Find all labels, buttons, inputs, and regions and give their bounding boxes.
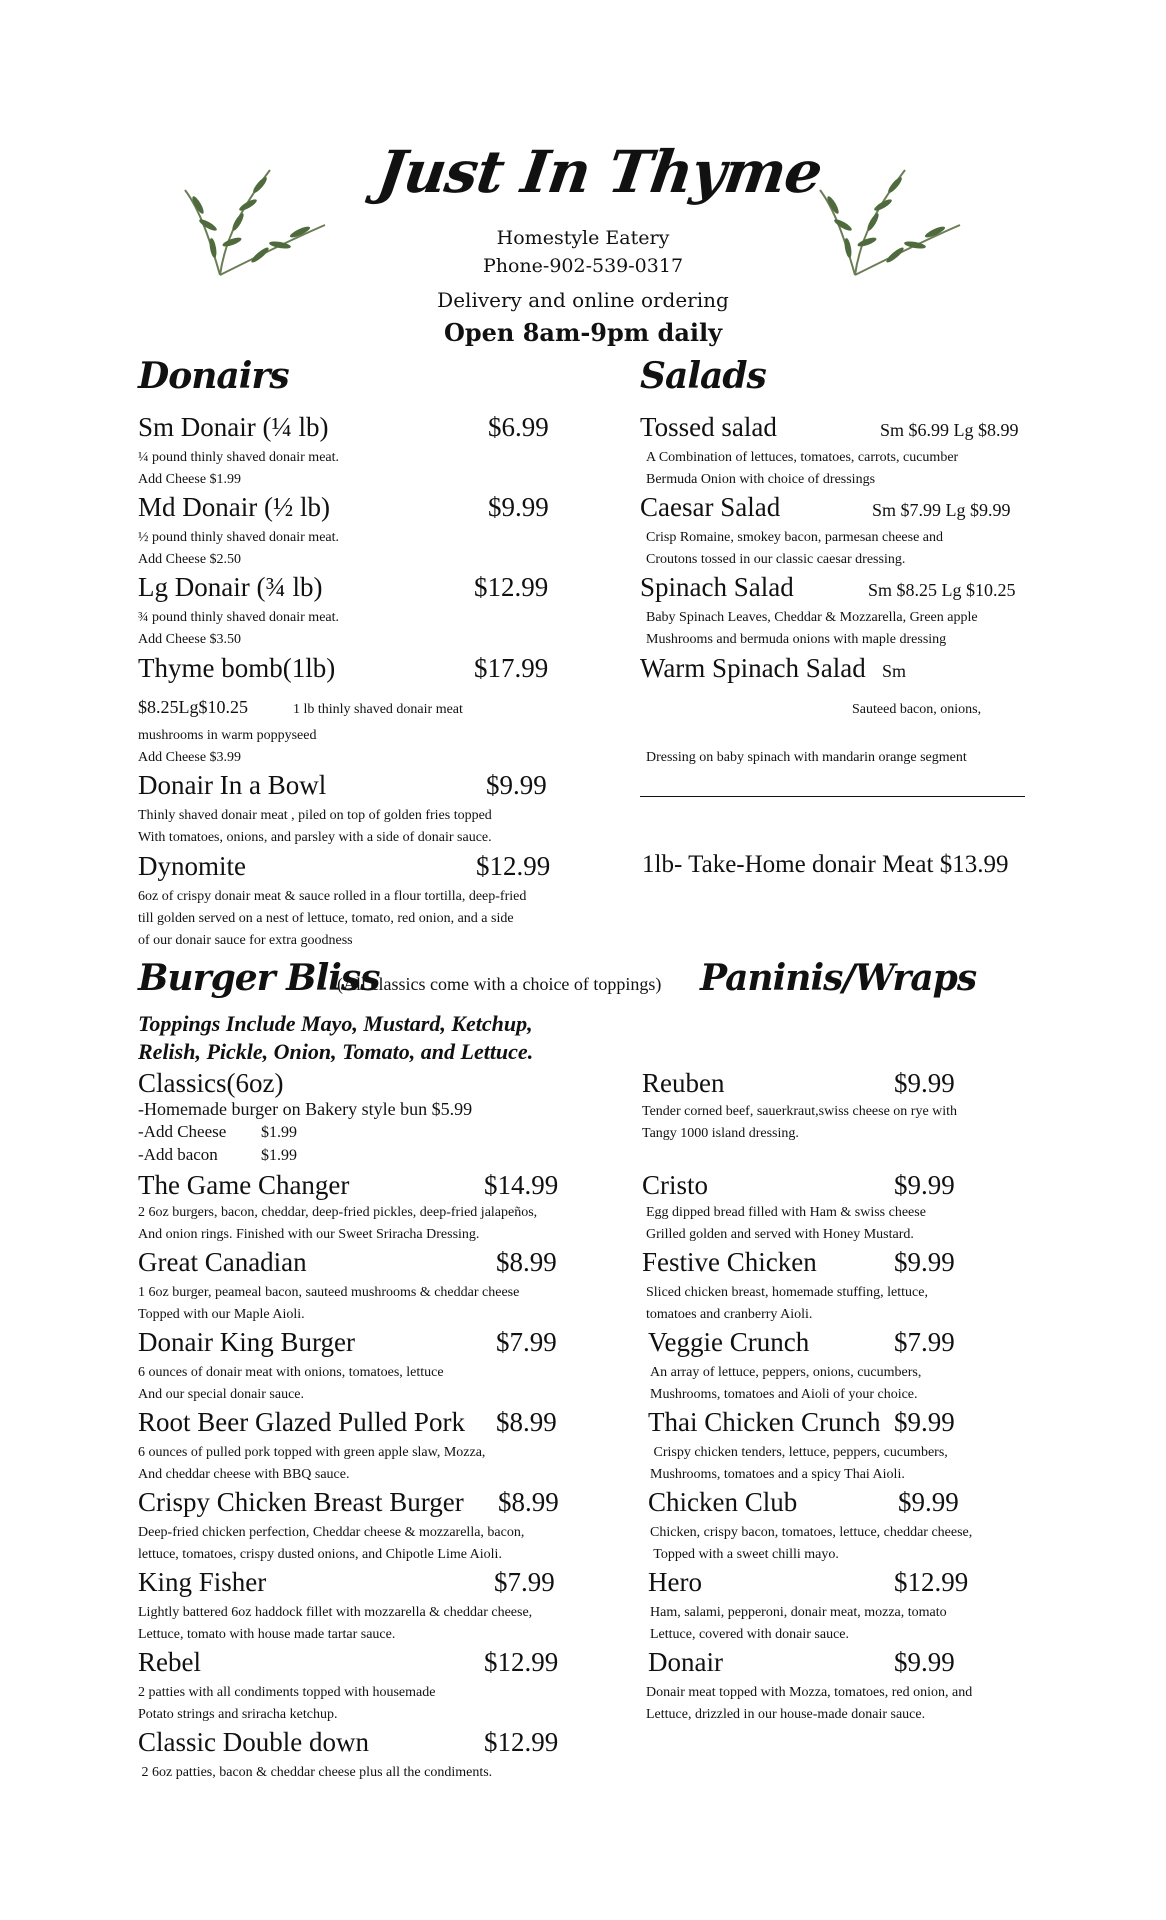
menu-item-name: Donair King Burger bbox=[138, 1327, 355, 1357]
menu-item-name: Classic Double down bbox=[138, 1727, 369, 1757]
menu-item-price: $7.99 bbox=[494, 1567, 555, 1597]
menu-item-desc: till golden served on a nest of lettuce, tomato, red onion, and a side bbox=[138, 911, 514, 926]
menu-item-name: Reuben bbox=[642, 1068, 725, 1098]
menu-item-price: $7.99 bbox=[894, 1327, 955, 1357]
menu-item-desc: Crispy chicken tenders, lettuce, peppers, cucumbers, bbox=[650, 1445, 948, 1460]
menu-item-desc: And our special donair sauce. bbox=[138, 1387, 304, 1402]
menu-item-desc: Sauteed bacon, onions, bbox=[852, 702, 982, 717]
menu-item-desc: Mushrooms, tomatoes and Aioli of your choice. bbox=[650, 1387, 918, 1402]
menu-item-price: $12.99 bbox=[476, 851, 551, 881]
menu-item-desc: Egg dipped bread filled with Ham & swiss cheese bbox=[646, 1205, 926, 1220]
menu-item-name: The Game Changer bbox=[138, 1170, 350, 1200]
take-home-item: 1lb- Take-Home donair Meat $13.99 bbox=[642, 851, 1009, 878]
menu-item-desc: Lettuce, covered with donair sauce. bbox=[650, 1627, 850, 1642]
menu-item-desc: of our donair sauce for extra goodness bbox=[138, 933, 353, 948]
addon-label: -Add Cheese bbox=[138, 1122, 227, 1141]
classics-desc: -Homemade burger on Bakery style bun $5.99 bbox=[138, 1099, 473, 1119]
menu-item-desc: 1 lb thinly shaved donair meat bbox=[293, 702, 463, 717]
menu-item-desc: Bermuda Onion with choice of dressings bbox=[646, 472, 876, 487]
menu-item-price: Sm $8.25 Lg $10.25 bbox=[868, 580, 1016, 600]
menu-item-desc: Lightly battered 6oz haddock fillet with mozzarella & cheddar cheese, bbox=[138, 1605, 533, 1620]
section-title-paninis: Paninis/Wraps bbox=[700, 957, 977, 999]
burger-note: (All classics come with a choice of toppings) bbox=[337, 974, 662, 994]
toppings-note: Toppings Include Mayo, Mustard, Ketchup, bbox=[138, 1011, 533, 1036]
menu-item-price: $9.99 bbox=[898, 1487, 959, 1517]
menu-item-name: Tossed salad bbox=[640, 412, 777, 442]
menu-item-desc: Dressing on baby spinach with mandarin orange segment bbox=[646, 750, 967, 765]
addon-price: $1.99 bbox=[261, 1124, 297, 1141]
menu-item-name: Spinach Salad bbox=[640, 572, 794, 602]
menu-item-desc: Grilled golden and served with Honey Mustard. bbox=[646, 1227, 914, 1242]
menu-item-price: $6.99 bbox=[488, 412, 549, 442]
menu-item-desc: mushrooms in warm poppyseed bbox=[138, 728, 317, 743]
menu-item-price: $9.99 bbox=[894, 1647, 955, 1677]
menu-item-price: Sm bbox=[882, 661, 907, 681]
restaurant-logo-title: Just In Thyme bbox=[373, 138, 826, 206]
menu-item-name: Festive Chicken bbox=[642, 1247, 817, 1277]
menu-item-name: Caesar Salad bbox=[640, 492, 781, 522]
menu-item-desc: Chicken, crispy bacon, tomatoes, lettuce, cheddar cheese, bbox=[650, 1525, 973, 1540]
menu-item-desc: Croutons tossed in our classic caesar dressing. bbox=[646, 552, 906, 567]
menu-item-desc: Deep-fried chicken perfection, Cheddar cheese & mozzarella, bacon, bbox=[138, 1525, 525, 1540]
menu-item-price: $8.99 bbox=[496, 1407, 557, 1437]
menu-item-price: $9.99 bbox=[488, 492, 549, 522]
menu-item-name: Root Beer Glazed Pulled Pork bbox=[138, 1407, 465, 1437]
menu-item-desc: 6 ounces of pulled pork topped with green apple slaw, Mozza, bbox=[138, 1445, 486, 1460]
menu-item-desc: Mushrooms, tomatoes and a spicy Thai Aioli. bbox=[650, 1467, 905, 1482]
menu-item-name: Lg Donair (¾ lb) bbox=[138, 572, 323, 602]
menu-item-desc: And onion rings. Finished with our Sweet Sriracha Dressing. bbox=[138, 1227, 480, 1242]
menu-item-price: $12.99 bbox=[484, 1727, 559, 1757]
menu-item-desc: Mushrooms and bermuda onions with maple dressing bbox=[646, 632, 947, 647]
phone-number: Phone-902-539-0317 bbox=[482, 255, 684, 277]
menu-item-desc: Potato strings and sriracha ketchup. bbox=[138, 1707, 338, 1722]
menu-item-price: $9.99 bbox=[894, 1247, 955, 1277]
menu-item-desc: Add Cheese $3.99 bbox=[138, 750, 242, 765]
menu-item-desc: ¼ pound thinly shaved donair meat. bbox=[138, 450, 340, 465]
addon-label: -Add bacon bbox=[138, 1145, 218, 1164]
menu-item-price: Sm $7.99 Lg $9.99 bbox=[872, 500, 1011, 520]
menu-item-name: Donair bbox=[648, 1647, 723, 1677]
menu-item-name: Great Canadian bbox=[138, 1247, 307, 1277]
menu-item-desc: Tender corned beef, sauerkraut,swiss cheese on rye with bbox=[642, 1104, 958, 1119]
menu-item-desc: Ham, salami, pepperoni, donair meat, mozza, tomato bbox=[650, 1605, 947, 1620]
section-title-burgers: Burger Bliss bbox=[138, 957, 380, 999]
menu-item-desc: Add Cheese $1.99 bbox=[138, 472, 242, 487]
menu-item-price: $12.99 bbox=[484, 1647, 559, 1677]
menu-item-desc: 2 6oz burgers, bacon, cheddar, deep-fried pickles, deep-fried jalapeños, bbox=[138, 1205, 538, 1220]
menu-item-name: Sm Donair (¼ lb) bbox=[138, 412, 329, 442]
menu-item-desc: Baby Spinach Leaves, Cheddar & Mozzarella, Green apple bbox=[646, 610, 978, 625]
menu-item-desc: A Combination of lettuces, tomatoes, carrots, cucumber bbox=[646, 450, 959, 465]
menu-item-desc: Lettuce, tomato with house made tartar sauce. bbox=[138, 1627, 396, 1642]
menu-item-desc: 6 ounces of donair meat with onions, tomatoes, lettuce bbox=[138, 1365, 444, 1380]
toppings-note: Relish, Pickle, Onion, Tomato, and Lettuce. bbox=[138, 1039, 534, 1064]
menu-item-price: $7.99 bbox=[496, 1327, 557, 1357]
menu-item-desc: 2 patties with all condiments topped with housemade bbox=[138, 1685, 436, 1700]
menu-item-price: $17.99 bbox=[474, 653, 549, 683]
delivery-note: Delivery and online ordering bbox=[437, 288, 729, 312]
menu-item-name: Veggie Crunch bbox=[648, 1327, 810, 1357]
menu-item-name: Md Donair (½ lb) bbox=[138, 492, 330, 522]
menu-item-desc: Add Cheese $3.50 bbox=[138, 632, 242, 647]
menu-item-name: Classics(6oz) bbox=[138, 1068, 284, 1098]
menu-item-name: Hero bbox=[648, 1567, 702, 1597]
menu-item-price: $8.99 bbox=[498, 1487, 559, 1517]
divider bbox=[640, 796, 1025, 797]
menu-item-desc: An array of lettuce, peppers, onions, cucumbers, bbox=[650, 1365, 922, 1380]
menu-item-desc: 1 6oz burger, peameal bacon, sauteed mushrooms & cheddar cheese bbox=[138, 1285, 520, 1300]
menu-item-desc: Sliced chicken breast, homemade stuffing, lettuce, bbox=[646, 1285, 928, 1300]
section-title-salads: Salads bbox=[640, 355, 766, 397]
menu-item-name: Chicken Club bbox=[648, 1487, 798, 1517]
menu-item-name: Thai Chicken Crunch bbox=[648, 1407, 881, 1437]
menu-item-desc: Lettuce, drizzled in our house-made donair sauce. bbox=[646, 1707, 926, 1722]
menu-item-name: Warm Spinach Salad bbox=[640, 653, 866, 683]
overflow-price: $8.25Lg$10.25 bbox=[138, 697, 248, 717]
menu-item-price: $9.99 bbox=[894, 1068, 955, 1098]
menu-item-desc: 6oz of crispy donair meat & sauce rolled in a flour tortilla, deep-fried bbox=[138, 889, 527, 904]
menu-item-name: Donair In a Bowl bbox=[138, 770, 327, 800]
menu-item-price: Sm $6.99 Lg $8.99 bbox=[880, 420, 1019, 440]
menu-item-name: Rebel bbox=[138, 1647, 201, 1677]
menu-item-price: $12.99 bbox=[474, 572, 549, 602]
menu-item-desc: Crisp Romaine, smokey bacon, parmesan cheese and bbox=[646, 530, 944, 545]
menu-item-price: $9.99 bbox=[486, 770, 547, 800]
menu-item-desc: 2 6oz patties, bacon & cheddar cheese plus all the condiments. bbox=[138, 1765, 493, 1780]
tagline: Homestyle Eatery bbox=[496, 227, 670, 249]
menu-item-desc: And cheddar cheese with BBQ sauce. bbox=[138, 1467, 350, 1482]
menu-item-desc: With tomatoes, onions, and parsley with a side of donair sauce. bbox=[138, 830, 492, 845]
menu-item-desc: ¾ pound thinly shaved donair meat. bbox=[138, 610, 340, 625]
menu-item-desc: Topped with our Maple Aioli. bbox=[138, 1307, 305, 1322]
menu-item-price: $8.99 bbox=[496, 1247, 557, 1277]
menu-item-price: $12.99 bbox=[894, 1567, 969, 1597]
menu-item-desc: Donair meat topped with Mozza, tomatoes, red onion, and bbox=[646, 1685, 973, 1700]
section-title-donairs: Donairs bbox=[138, 355, 289, 397]
menu-item-price: $9.99 bbox=[894, 1170, 955, 1200]
menu-item-desc: tomatoes and cranberry Aioli. bbox=[646, 1307, 813, 1322]
addon-price: $1.99 bbox=[261, 1147, 297, 1164]
menu-item-name: King Fisher bbox=[138, 1567, 267, 1597]
hours: Open 8am-9pm daily bbox=[443, 318, 723, 347]
menu-item-desc: lettuce, tomatoes, crispy dusted onions, and Chipotle Lime Aioli. bbox=[138, 1547, 502, 1562]
menu-item-desc: Tangy 1000 island dressing. bbox=[642, 1126, 799, 1141]
menu-item-name: Crispy Chicken Breast Burger bbox=[138, 1487, 464, 1517]
menu-item-price: $14.99 bbox=[484, 1170, 559, 1200]
menu-item-desc: Topped with a sweet chilli mayo. bbox=[650, 1547, 839, 1562]
menu-item-price: $9.99 bbox=[894, 1407, 955, 1437]
menu-item-name: Dynomite bbox=[138, 851, 246, 881]
menu-item-desc: Thinly shaved donair meat , piled on top of golden fries topped bbox=[138, 808, 492, 823]
menu-item-desc: ½ pound thinly shaved donair meat. bbox=[138, 530, 340, 545]
menu-item-desc: Add Cheese $2.50 bbox=[138, 552, 242, 567]
menu-item-name: Cristo bbox=[642, 1170, 709, 1200]
menu-item-name: Thyme bomb(1lb) bbox=[138, 653, 336, 683]
